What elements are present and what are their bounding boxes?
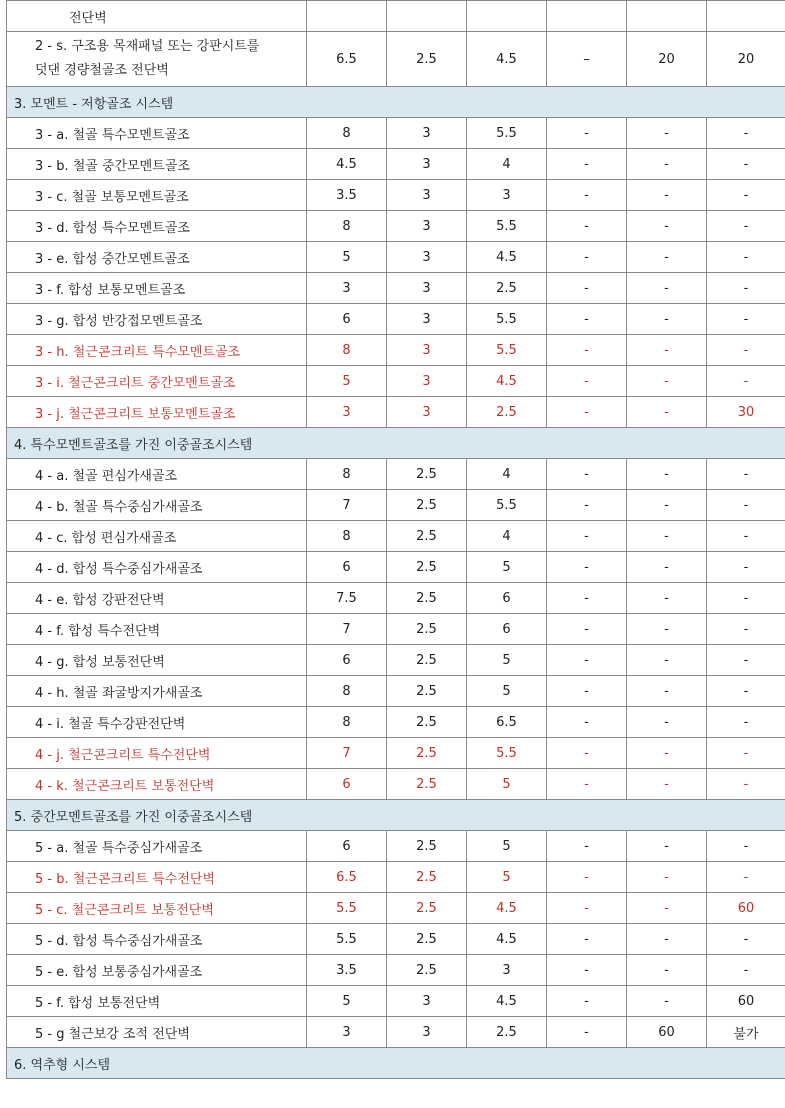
cell-value: 2.5 (467, 1017, 547, 1048)
cell-value: - (707, 676, 785, 707)
cell-value: - (627, 211, 707, 242)
table-row (7, 397, 785, 428)
row-name: 5 - d. 합성 특수중심가새골조 (7, 924, 307, 955)
cell-value: - (547, 304, 627, 335)
cell-value: 8 (307, 118, 387, 149)
cell-value: 7 (307, 738, 387, 769)
cell-value: 60 (627, 1017, 707, 1048)
row-name: 4 - j. 철근콘크리트 특수전단벽 (7, 738, 307, 769)
cell-value: - (707, 304, 785, 335)
table-row (7, 335, 785, 366)
cell-value: 3 (387, 366, 467, 397)
cell-value: 5.5 (467, 118, 547, 149)
cell-value: - (547, 707, 627, 738)
cell-value: - (627, 242, 707, 273)
table-row (7, 583, 785, 614)
cell-value: - (707, 180, 785, 211)
cell-value: - (627, 180, 707, 211)
row-name: 3 - h. 철근콘크리트 특수모멘트골조 (7, 335, 307, 366)
cell-value: 60 (707, 893, 785, 924)
cell-value: - (547, 614, 627, 645)
cell-value: 3.5 (307, 955, 387, 986)
cell-value: - (707, 211, 785, 242)
row-name: 4 - d. 합성 특수중심가새골조 (7, 552, 307, 583)
cell-value: 4 (467, 459, 547, 490)
row-name: 3 - b. 철골 중간모멘트골조 (7, 149, 307, 180)
cell-value (547, 1, 627, 32)
cell-value: 3 (307, 1017, 387, 1048)
cell-value: - (627, 955, 707, 986)
cell-value: - (547, 211, 627, 242)
cell-value: - (627, 366, 707, 397)
table-row (7, 707, 785, 738)
cell-value: - (547, 521, 627, 552)
cell-value: - (627, 552, 707, 583)
cell-value: 6.5 (307, 862, 387, 893)
cell-value: 3 (467, 955, 547, 986)
cell-value: - (627, 490, 707, 521)
row-name: 4 - a. 철골 편심가새골조 (7, 459, 307, 490)
table-row (7, 738, 785, 769)
cell-value: - (547, 986, 627, 1017)
cell-value: - (707, 459, 785, 490)
table-row (7, 893, 785, 924)
section-header-row (7, 800, 785, 831)
cell-value: - (707, 149, 785, 180)
cell-value: 7 (307, 490, 387, 521)
cell-value: 2.5 (387, 521, 467, 552)
table-row (7, 149, 785, 180)
cell-value: 2.5 (387, 707, 467, 738)
row-name: 5 - a. 철골 특수중심가새골조 (7, 831, 307, 862)
cell-value: 3 (467, 180, 547, 211)
table-row (7, 521, 785, 552)
table-row (7, 459, 785, 490)
table-row (7, 1017, 785, 1048)
row-name: 5 - g 철근보강 조적 전단벽 (7, 1017, 307, 1048)
table-row (7, 769, 785, 800)
cell-value: 6 (467, 614, 547, 645)
cell-value: 20 (707, 32, 785, 87)
cell-value: - (547, 552, 627, 583)
cell-value: 불가 (707, 1017, 785, 1048)
table-row (7, 304, 785, 335)
cell-value: 3 (387, 180, 467, 211)
cell-value: 5.5 (307, 893, 387, 924)
cell-value: - (547, 335, 627, 366)
cell-value: 60 (707, 986, 785, 1017)
table-row (7, 645, 785, 676)
cell-value: 6.5 (467, 707, 547, 738)
row-name: 4 - b. 철골 특수중심가새골조 (7, 490, 307, 521)
table-row (7, 552, 785, 583)
cell-value: - (707, 242, 785, 273)
cell-value: 5.5 (467, 490, 547, 521)
cell-value: - (707, 490, 785, 521)
cell-value: 8 (307, 459, 387, 490)
cell-value: 3 (387, 242, 467, 273)
cell-value: 2.5 (387, 862, 467, 893)
cell-value: - (547, 273, 627, 304)
cell-value (387, 1, 467, 32)
cell-value: 4.5 (467, 242, 547, 273)
cell-value (707, 1, 785, 32)
cell-value: 5 (467, 831, 547, 862)
cell-value: 20 (627, 32, 707, 87)
cell-value: - (627, 893, 707, 924)
cell-value: 2.5 (387, 32, 467, 87)
cell-value: 4.5 (467, 893, 547, 924)
cell-value: 5 (467, 676, 547, 707)
table-row (7, 924, 785, 955)
cell-value: 8 (307, 211, 387, 242)
row-name: 3 - g. 합성 반강접모멘트골조 (7, 304, 307, 335)
cell-value: - (547, 583, 627, 614)
cell-value: - (547, 366, 627, 397)
cell-value: 3 (387, 335, 467, 366)
table-row (7, 1, 785, 32)
section-header-row (7, 1048, 785, 1079)
cell-value: 6.5 (307, 32, 387, 87)
table-row (7, 955, 785, 986)
cell-value: - (627, 304, 707, 335)
cell-value: 4.5 (467, 32, 547, 87)
cell-value: - (547, 242, 627, 273)
row-name: 3 - d. 합성 특수모멘트골조 (7, 211, 307, 242)
cell-value: - (627, 924, 707, 955)
cell-value: - (707, 955, 785, 986)
cell-value: - (627, 707, 707, 738)
cell-value: 2.5 (387, 614, 467, 645)
cell-value (627, 1, 707, 32)
section-title: 5. 중간모멘트골조를 가진 이중골조시스템 (7, 800, 785, 831)
section-title: 6. 역추형 시스템 (7, 1048, 785, 1079)
cell-value (467, 1, 547, 32)
cell-value: 3 (307, 397, 387, 428)
cell-value: 2.5 (387, 924, 467, 955)
row-name: 3 - i. 철근콘크리트 중간모멘트골조 (7, 366, 307, 397)
row-name: 4 - e. 합성 강판전단벽 (7, 583, 307, 614)
cell-value: 2.5 (387, 583, 467, 614)
seismic-system-table (6, 0, 785, 1079)
section-title: 3. 모멘트 - 저항골조 시스템 (7, 87, 785, 118)
table-row (7, 986, 785, 1017)
cell-value: 6 (307, 304, 387, 335)
cell-value: - (627, 521, 707, 552)
cell-value: - (547, 118, 627, 149)
cell-value: 5 (467, 645, 547, 676)
cell-value: - (707, 924, 785, 955)
row-name-line2: 덧댄 경량철골조 전단벽 (35, 63, 169, 78)
cell-value: - (627, 862, 707, 893)
cell-value: 2.5 (387, 893, 467, 924)
cell-value: - (627, 676, 707, 707)
table-row (7, 242, 785, 273)
cell-value: - (627, 583, 707, 614)
cell-value: - (707, 831, 785, 862)
cell-value: 2.5 (387, 490, 467, 521)
cell-value: 5.5 (467, 335, 547, 366)
cell-value: 4.5 (467, 366, 547, 397)
cell-value: 8 (307, 707, 387, 738)
cell-value: 6 (467, 583, 547, 614)
table-row (7, 118, 785, 149)
row-name: 5 - e. 합성 보통중심가새골조 (7, 955, 307, 986)
cell-value: 5 (307, 366, 387, 397)
section-header-row (7, 428, 785, 459)
cell-value: 8 (307, 335, 387, 366)
row-name: 4 - h. 철골 좌굴방지가새골조 (7, 676, 307, 707)
cell-value: 2.5 (387, 459, 467, 490)
row-name: 5 - b. 철근콘크리트 특수전단벽 (7, 862, 307, 893)
cell-value: - (547, 831, 627, 862)
cell-value: - (627, 831, 707, 862)
table-row (7, 180, 785, 211)
cell-value: 6 (307, 645, 387, 676)
cell-value: 4.5 (307, 149, 387, 180)
cell-value: 5.5 (467, 738, 547, 769)
cell-value: - (707, 366, 785, 397)
cell-value: - (547, 490, 627, 521)
row-name: 전단벽 (7, 1, 307, 32)
cell-value: - (707, 862, 785, 893)
cell-value (307, 1, 387, 32)
cell-value: - (547, 955, 627, 986)
cell-value: 3 (387, 986, 467, 1017)
cell-value: 6 (307, 552, 387, 583)
cell-value: - (627, 397, 707, 428)
cell-value: 2.5 (387, 645, 467, 676)
row-name: 4 - f. 합성 특수전단벽 (7, 614, 307, 645)
cell-value: - (547, 924, 627, 955)
cell-value: - (707, 645, 785, 676)
cell-value: - (707, 521, 785, 552)
cell-value: 3 (387, 397, 467, 428)
cell-value: - (547, 676, 627, 707)
cell-value: 30 (707, 397, 785, 428)
cell-value: - (627, 118, 707, 149)
cell-value: - (707, 707, 785, 738)
section-header-row (7, 87, 785, 118)
row-name: 3 - j. 철근콘크리트 보통모멘트골조 (7, 397, 307, 428)
cell-value: - (547, 738, 627, 769)
table-row (7, 273, 785, 304)
cell-value: 7 (307, 614, 387, 645)
cell-value: 3 (387, 273, 467, 304)
cell-value: - (627, 149, 707, 180)
row-name: 3 - f. 합성 보통모멘트골조 (7, 273, 307, 304)
cell-value: - (707, 118, 785, 149)
table-row (7, 862, 785, 893)
cell-value: 4 (467, 521, 547, 552)
cell-value: 8 (307, 521, 387, 552)
cell-value: 3.5 (307, 180, 387, 211)
cell-value: - (627, 459, 707, 490)
row-name: 3 - c. 철골 보통모멘트골조 (7, 180, 307, 211)
row-name: 4 - i. 철골 특수강판전단벽 (7, 707, 307, 738)
cell-value: - (707, 769, 785, 800)
cell-value: 6 (307, 831, 387, 862)
row-name: 5 - c. 철근콘크리트 보통전단벽 (7, 893, 307, 924)
row-name: 3 - a. 철골 특수모멘트골조 (7, 118, 307, 149)
row-name: 3 - e. 합성 중간모멘트골조 (7, 242, 307, 273)
row-name: 4 - c. 합성 편심가새골조 (7, 521, 307, 552)
table-row (7, 32, 785, 87)
cell-value: 5 (467, 552, 547, 583)
row-name-line1: 2 - s. 구조용 목재패널 또는 강판시트를 (35, 39, 260, 54)
cell-value: 2.5 (387, 831, 467, 862)
cell-value: 4.5 (467, 924, 547, 955)
row-name: 5 - f. 합성 보통전단벽 (7, 986, 307, 1017)
cell-value: - (627, 614, 707, 645)
cell-value: - (547, 645, 627, 676)
cell-value: 3 (387, 211, 467, 242)
cell-value: 6 (307, 769, 387, 800)
cell-value: - (707, 273, 785, 304)
cell-value: - (707, 614, 785, 645)
cell-value: - (547, 1017, 627, 1048)
cell-value: 3 (387, 149, 467, 180)
table-row (7, 490, 785, 521)
section-title: 4. 특수모멘트골조를 가진 이중골조시스템 (7, 428, 785, 459)
cell-value: - (627, 769, 707, 800)
cell-value: - (627, 738, 707, 769)
cell-value: 5.5 (307, 924, 387, 955)
cell-value: 3 (307, 273, 387, 304)
cell-value: 5 (467, 862, 547, 893)
row-name: 4 - k. 철근콘크리트 보통전단벽 (7, 769, 307, 800)
cell-value: - (707, 335, 785, 366)
table-row (7, 211, 785, 242)
row-name: 4 - g. 합성 보통전단벽 (7, 645, 307, 676)
cell-value: 8 (307, 676, 387, 707)
cell-value: - (707, 552, 785, 583)
table-row (7, 614, 785, 645)
cell-value: - (707, 583, 785, 614)
cell-value: - (547, 180, 627, 211)
cell-value: - (547, 893, 627, 924)
cell-value: – (547, 32, 627, 87)
cell-value: - (547, 149, 627, 180)
cell-value: - (627, 335, 707, 366)
cell-value: 5 (467, 769, 547, 800)
cell-value: 2.5 (387, 769, 467, 800)
cell-value: 2.5 (387, 955, 467, 986)
cell-value: - (627, 645, 707, 676)
table-row (7, 366, 785, 397)
cell-value: 2.5 (387, 552, 467, 583)
cell-value: 7.5 (307, 583, 387, 614)
cell-value: 5 (307, 986, 387, 1017)
row-name (7, 32, 307, 87)
cell-value: - (547, 459, 627, 490)
cell-value: 3 (387, 118, 467, 149)
cell-value: 5.5 (467, 211, 547, 242)
cell-value: 3 (387, 1017, 467, 1048)
cell-value: 2.5 (467, 273, 547, 304)
table-row (7, 676, 785, 707)
cell-value: 2.5 (387, 738, 467, 769)
cell-value: - (547, 862, 627, 893)
cell-value: 5 (307, 242, 387, 273)
cell-value: - (547, 397, 627, 428)
cell-value: - (707, 738, 785, 769)
cell-value: 5.5 (467, 304, 547, 335)
cell-value: - (627, 273, 707, 304)
table-row (7, 831, 785, 862)
cell-value: 4.5 (467, 986, 547, 1017)
cell-value: - (627, 986, 707, 1017)
cell-value: 3 (387, 304, 467, 335)
cell-value: 2.5 (387, 676, 467, 707)
cell-value: 4 (467, 149, 547, 180)
cell-value: 2.5 (467, 397, 547, 428)
cell-value: - (547, 769, 627, 800)
